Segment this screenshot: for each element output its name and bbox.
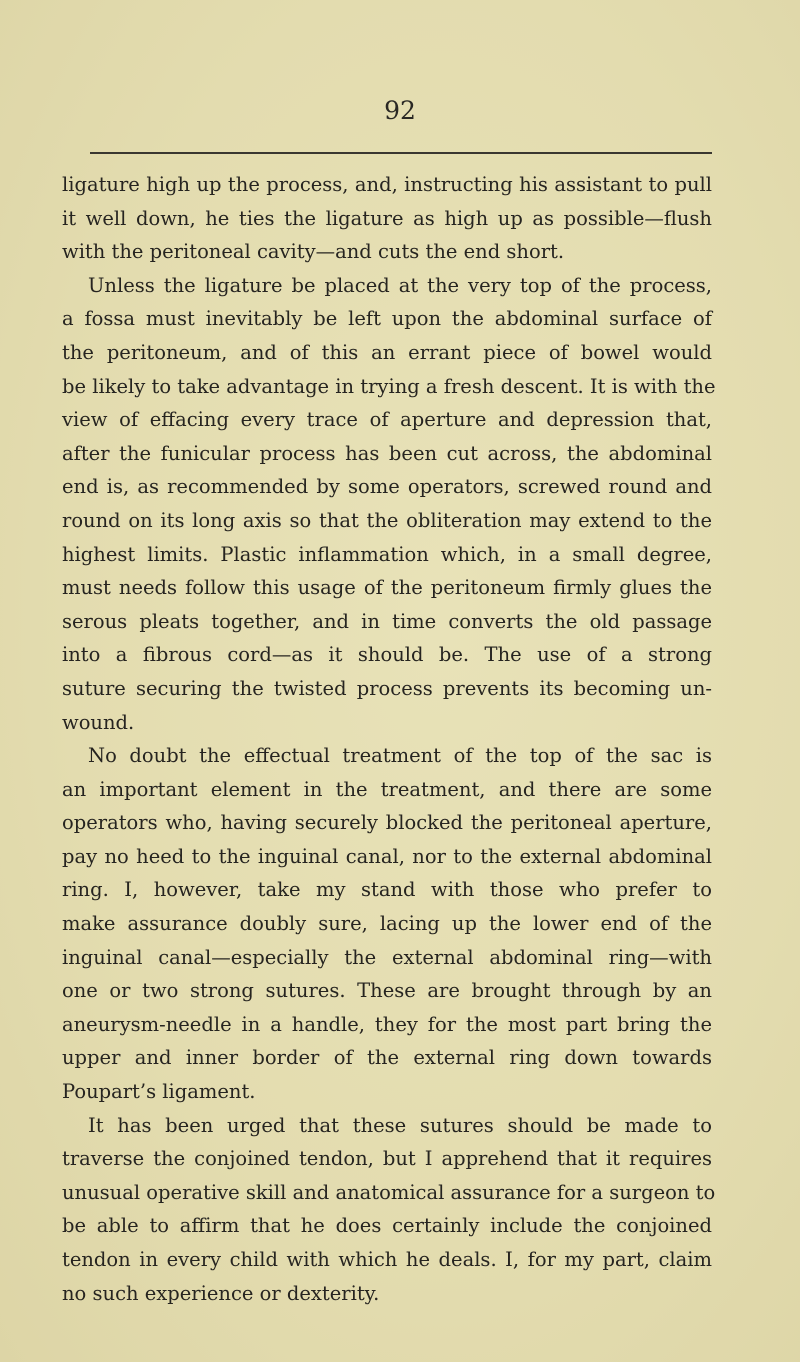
text-line: wound.	[62, 710, 135, 734]
text-line: with the peritoneal cavity—and cuts the end short.	[62, 240, 565, 264]
text-line: aneurysm-needle in a handle, they for the most part bring the	[62, 1012, 712, 1036]
text-line: a fossa must inevitably be left upon the abdominal surface of	[62, 307, 712, 331]
text-line: ring. I, however, take my stand with those who prefer to	[62, 878, 712, 902]
text-line: be likely to take advantage in trying a fresh descent. It is with the	[62, 374, 716, 398]
text-line: No doubt the effectual treatment of the top of the sac is	[88, 744, 712, 768]
text-line: suture securing the twisted process prevents its becoming un-	[62, 676, 712, 700]
text-line: traverse the conjoined tendon, but I apprehend that it requires	[62, 1147, 712, 1171]
text-line: one or two strong sutures. These are brought through by an	[62, 979, 712, 1003]
text-line: an important element in the treatment, and there are some	[62, 777, 712, 801]
text-line: serous pleats together, and in time converts the old passage	[62, 609, 712, 633]
text-line: make assurance doubly sure, lacing up the lower end of the	[62, 912, 712, 936]
text-line: ligature high up the process, and, instructing his assistant to pull	[62, 173, 712, 196]
text-line: must needs follow this usage of the peritoneum firmly glues the	[62, 576, 712, 600]
text-line: tendon in every child with which he deals. I, for my part, claim	[62, 1248, 712, 1271]
text-line: upper and inner border of the external ring down towards	[62, 1046, 712, 1070]
text-line: after the funicular process has been cut across, the abdominal	[62, 441, 712, 465]
text-line: unusual operative skill and anatomical assurance for a surgeon to	[62, 1180, 716, 1204]
text-line: the peritoneum, and of this an errant piece of bowel would	[62, 340, 712, 364]
text-line: it well down, he ties the ligature as high up as possible—flush	[62, 206, 712, 230]
text-line: pay no heed to the inguinal canal, nor to the external abdominal	[62, 844, 712, 868]
text-line: be able to affirm that he does certainly include the conjoined	[62, 1214, 712, 1238]
text-line: Unless the ligature be placed at the very top of the process,	[88, 273, 712, 297]
text-line: inguinal canal—especially the external abdominal ring—with	[62, 945, 712, 969]
text-line: end is, as recommended by some operators, screwed round and	[62, 475, 712, 499]
text-line: highest limits. Plastic inflammation which, in a small degree,	[62, 542, 712, 566]
text-line: view of effacing every trace of aperture and depression that,	[62, 408, 712, 432]
text-line: operators who, having securely blocked the peritoneal aperture,	[62, 811, 712, 835]
header-rule	[90, 152, 712, 154]
text-line: It has been urged that these sutures should be made to	[88, 1113, 712, 1137]
text-line: into a fibrous cord—as it should be. The use of a strong	[62, 643, 712, 667]
text-line: Poupart’s ligament.	[62, 1080, 256, 1104]
text-line: no such experience or dexterity.	[62, 1281, 380, 1305]
page-number: 92	[384, 96, 416, 125]
body-text	[62, 168, 716, 1310]
text-line: round on its long axis so that the obliteration may extend to the	[62, 508, 712, 532]
